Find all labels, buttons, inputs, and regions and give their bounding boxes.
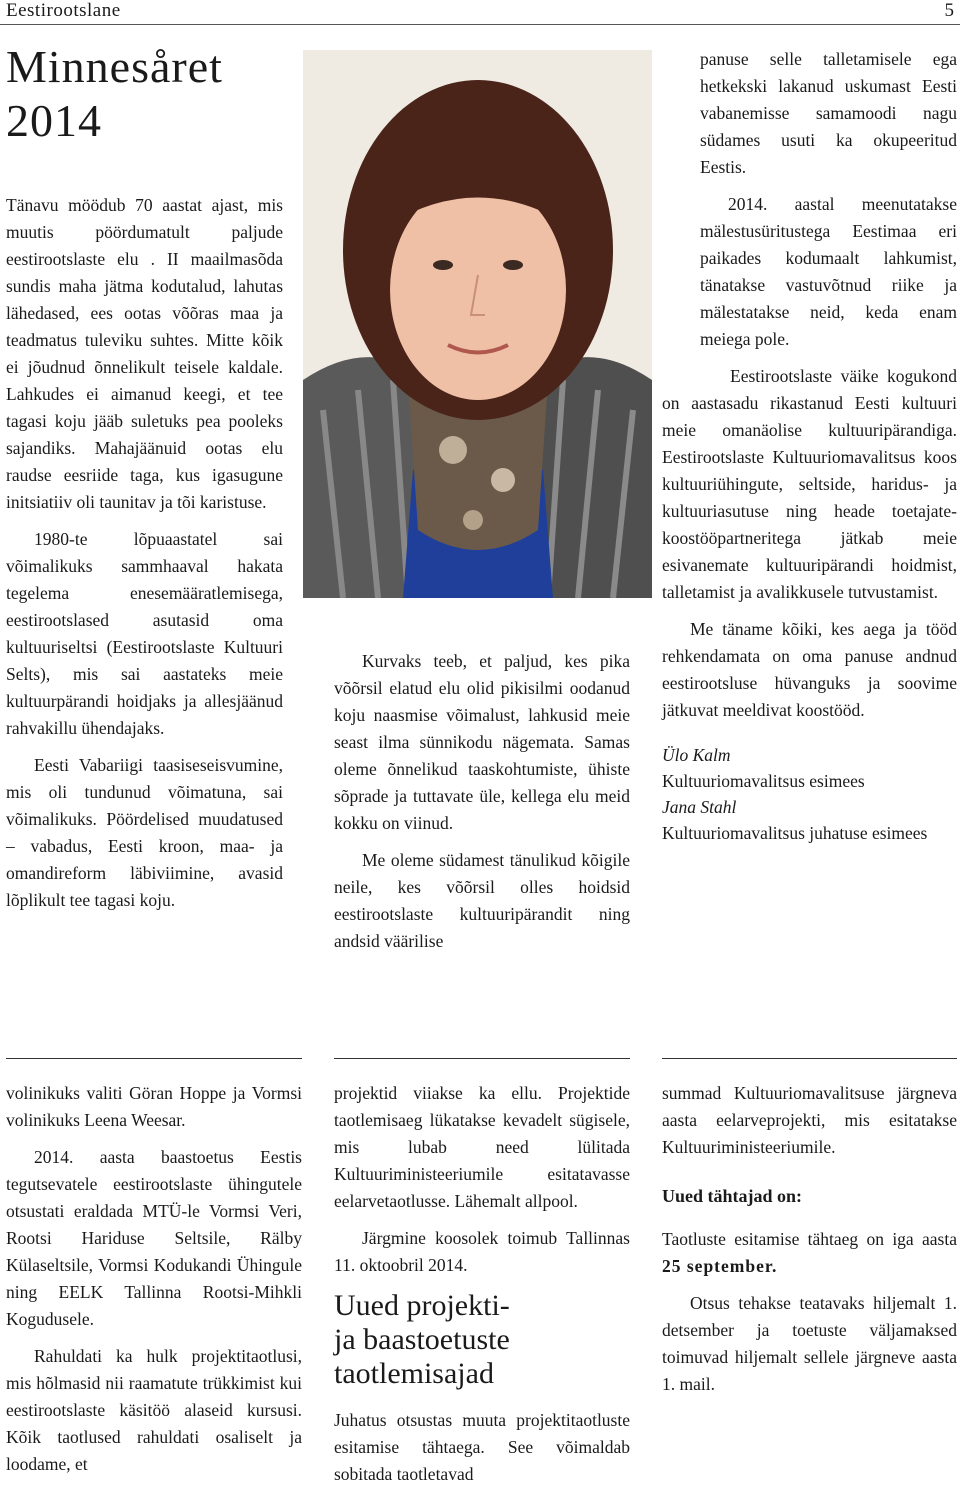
signer-role-1: Kultuuriomavalitsus esimees bbox=[662, 771, 865, 791]
paragraph: volinikuks valiti Göran Hoppe ja Vormsi volinikuks Leena Weesar. bbox=[6, 1083, 302, 1130]
section-divider-3 bbox=[662, 1058, 957, 1059]
article-column-2 bbox=[334, 648, 630, 965]
section-divider-2 bbox=[334, 1058, 630, 1059]
signer-name-1: Ülo Kalm bbox=[662, 745, 731, 765]
deadline-date: 25 september. bbox=[662, 1256, 778, 1276]
paragraph: Eestirootslaste väike kogukond on aastasadu rikastanud Eesti kultuuri meie omanäolise kultuuripärandiga. Eestirootslaste Kultuuriomavalitsus koos kultuuriühingute, seltside, haridus- ja kultuuriasutuse ning heade toetajate-koostööpartneritega jätkab meie esivanemate kultuuripärandi hoidmist, talletamist ja avalikkusele tutvustamist. bbox=[662, 366, 957, 602]
paragraph: 1980-te lõpuaastatel sai võimalikuks sammhaaval hakata tegelema enesemääratlemisega, eestirootslased asutasid oma kultuuriseltsi (Eestirootslaste Kultuuri Selts), mis sai aastateks meie kultuurpärandi hoidjaks ja allesjäänud rahvakillu ühendajaks. bbox=[6, 529, 283, 738]
signer-role-2: Kultuuriomavalitsus juhatuse esimees bbox=[662, 823, 928, 843]
subheading-line-3: taotlemisajad bbox=[334, 1357, 494, 1390]
paragraph: Me täname kõiki, kes aega ja tööd rehkendamata on oma panuse andnud eestirootsluse hüvanguks ja soovime jätkuvat meeldivat koostööd. bbox=[662, 619, 957, 720]
paragraph bbox=[662, 1226, 957, 1280]
paragraph: Me oleme südamest tänulikud kõigile neile, kes võõrsil olles hoidsid eestirootslaste kultuuripärandit ning andsid väärilise bbox=[334, 850, 630, 951]
section-divider-1 bbox=[6, 1058, 302, 1059]
paragraph: Otsus tehakse teatavaks hiljemalt 1. detsember ja toetuste väljamaksed toimuvad hiljemalt sellele järgneve aasta 1. mail. bbox=[662, 1293, 957, 1394]
bottom-column-1 bbox=[6, 1080, 302, 1488]
paragraph: 2014. aastal meenutatakse mälestusüritustega Eestimaa eri paikades kodumaalt lahkumist, tänatakse vastuvõtnud riike ja mälestatakse neid, keda enam meiega pole. bbox=[700, 194, 957, 349]
paragraph: Tänavu möödub 70 aastat ajast, mis muutis pöördumatult paljude eestirootslaste elu . II maailmasõda sundis maha jätma kodutalud, lahutas lähedased, ees ootas võõras maa ja teadmatus tuleviku suhtes. Mitte kõik ei jõudnud õnnelikult teisele kaldale. Lahkudes ei aimanud keegi, et tee tagasi koju jääb suletuks pea pooleks sajandiks. Mahajäänuid ootas elu raudse eesriide taga, kus igasugune initsiatiiv oli taunitav ja tõi karistuse. bbox=[6, 195, 283, 512]
deadlines-heading: Uued tähtajad on: bbox=[662, 1186, 803, 1206]
header-publication: Eestirootslane bbox=[6, 0, 121, 21]
paragraph: panuse selle talletamisele ega hetkekski lakanud uskumast Eesti vabanemisse samamoodi nagu südames usuti ka okupeeritud Eestis. bbox=[700, 49, 957, 177]
paragraph: Juhatus otsustas muuta projektitaotluste esitamise tähtaega. See võimaldab sobitada taotletavad bbox=[334, 1410, 630, 1484]
paragraph: Järgmine koosolek toimub Tallinnas 11. oktoobril 2014. bbox=[334, 1228, 630, 1275]
header-rule bbox=[0, 24, 960, 25]
title-line-1: Minnesåret bbox=[6, 41, 223, 92]
subheading-line-2: ja baastoetuste bbox=[334, 1323, 510, 1356]
article-column-1 bbox=[6, 192, 283, 924]
subheading bbox=[334, 1289, 630, 1391]
bottom-column-3 bbox=[662, 1080, 957, 1408]
article-column-3 bbox=[662, 46, 957, 846]
subheading-line-1: Uued projekti- bbox=[334, 1289, 510, 1322]
signer-name-2: Jana Stahl bbox=[662, 797, 737, 817]
paragraph: 2014. aasta baastoetus Eestis tegutsevatele eestirootslaste ühingutele otsustati eraldada MTÜ-le Vormsi Veri, Rootsi Hariduse Seltsile, Rälby Külaseltsile, Vormsi Kodukandi Ühingule ning EELK Tallinna Rootsi-Mihkli Kogudusele. bbox=[6, 1147, 302, 1329]
deadline-text: Taotluste esitamise tähtaeg on iga aasta bbox=[662, 1229, 957, 1249]
paragraph: projektid viiakse ka ellu. Projektide taotlemisaeg lükatakse kevadelt sügisele, mis lubab need lülitada Kultuuriministeeriumile esitatavasse eelarvetaotlusse. Lähemalt allpool. bbox=[334, 1083, 630, 1211]
bottom-column-2 bbox=[334, 1080, 630, 1498]
paragraph: Kurvaks teeb, et paljud, kes pika võõrsil elatud elu olid pikisilmi oodanud koju naasmise võimalust, lahkusid meie seast ilma sünnikodu nägemata. Samas oleme õnnelikud taaskohtumiste, ühiste sõprade ja tuttavate üle, kellega elu meid kokku on viinud. bbox=[334, 651, 630, 833]
signature-block bbox=[662, 742, 957, 846]
paragraph: Eesti Vabariigi taasiseseisvumine, mis oli tundunud võimatuna, sai võimalikuks. Pöördelised muudatused – vabadus, Eesti kroon, maa- ja omandireform läbiviimine, avasid lõplikult tee tagasi koju. bbox=[6, 755, 283, 910]
article-title bbox=[6, 40, 223, 148]
paragraph: Rahuldati ka hulk projektitaotlusi, mis hõlmasid nii raamatute trükkimist kui eestirootslaste käsitöö alaseid kursusi. Kõik taotlused rahuldati osaliselt ja loodame, et bbox=[6, 1346, 302, 1474]
paragraph: summad Kultuuriomavalitsuse järgneva aasta eelarveprojekti, mis esitatakse Kultuuriministeeriumile. bbox=[662, 1083, 957, 1157]
header-page-number: 5 bbox=[944, 0, 954, 21]
portrait-photo bbox=[303, 50, 652, 598]
title-line-2: 2014 bbox=[6, 95, 102, 146]
